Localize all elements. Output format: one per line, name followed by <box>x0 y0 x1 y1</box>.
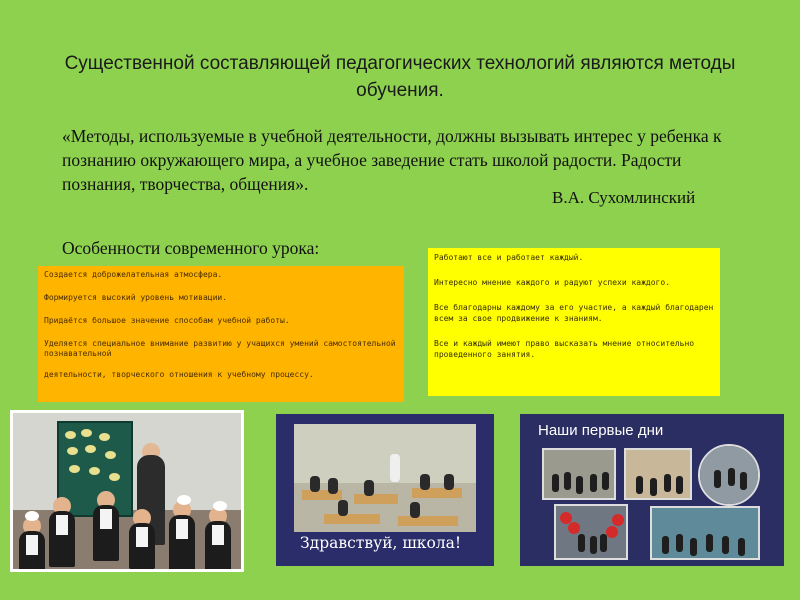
yellow-box-line: Работают все и работает каждый. <box>434 253 584 262</box>
greeting-school-photo <box>276 414 494 566</box>
orange-box-line: деятельности, творческого отношения к учебному процессу. <box>44 370 314 379</box>
pupil-figure <box>310 476 320 492</box>
teacher-figure <box>390 454 400 482</box>
classroom-photo <box>10 410 244 572</box>
orange-box-line: Создается доброжелательная атмосфера. <box>44 270 223 279</box>
pupil-figure <box>410 502 420 518</box>
quote-text: «Методы, используемые в учебной деятельности, должны вызывать интерес у ребенка к познанию окружающего мира, а учебное заведение стать школой радости. Радости познания, творчества, общения». <box>62 126 722 194</box>
board-card <box>105 451 116 459</box>
photo-caption: Здравствуй, школа! <box>300 534 462 552</box>
orange-box-line: Придаётся большое значение способам учебной работы. <box>44 316 290 325</box>
yellow-box-line: Все и каждый имеют право высказать мнение относительно проведенного занятия. <box>434 339 695 359</box>
hair-bow <box>213 501 227 511</box>
school-desk <box>324 514 380 524</box>
classroom-scene <box>294 424 476 532</box>
pupil-figure <box>364 480 374 496</box>
collage-caption: Наши первые дни <box>538 422 664 439</box>
board-card <box>81 429 92 437</box>
slide-title: Существенной составляющей педагогических технологий являются методы обучения. <box>64 53 736 101</box>
pupil-figure <box>205 521 231 572</box>
school-desk <box>412 488 462 498</box>
pupil-figure <box>444 474 454 490</box>
collage-photo-round <box>698 444 760 506</box>
pupil-figure <box>49 511 75 567</box>
board-card <box>67 447 78 455</box>
pupil-figure <box>420 474 430 490</box>
orange-box-line: Уделяется специальное внимание развитию у учащихся умений самостоятельной познавательной <box>44 339 396 358</box>
school-desk <box>354 494 398 504</box>
pupil-figure <box>338 500 348 516</box>
school-desk <box>398 516 458 526</box>
board-card <box>69 465 80 473</box>
orange-features-box <box>38 266 404 402</box>
board-card <box>109 473 120 481</box>
collage-photo <box>624 448 692 500</box>
pupil-figure <box>19 531 45 572</box>
pupil-figure <box>169 515 195 571</box>
collage-photo <box>650 506 760 560</box>
hair-bow <box>25 511 39 521</box>
pupil-figure <box>328 478 338 494</box>
hair-bow <box>177 495 191 505</box>
first-days-collage <box>520 414 784 566</box>
orange-box-line: Формируется высокий уровень мотивации. <box>44 293 228 302</box>
board-card <box>85 445 96 453</box>
quote-author: В.А. Сухомлинский <box>552 188 696 207</box>
board-card <box>99 433 110 441</box>
pupil-figure <box>93 505 119 561</box>
collage-photo <box>542 448 616 500</box>
features-heading: Особенности современного урока: <box>62 238 320 258</box>
yellow-box-line: Все благодарны каждому за его участие, а каждый благодарен всем за свое продвижение к знаниям. <box>434 303 714 323</box>
yellow-box-line: Интересно мнение каждого и радуют успехи каждого. <box>434 278 671 287</box>
board-card <box>89 467 100 475</box>
collage-photo <box>554 504 628 560</box>
board-card <box>65 431 76 439</box>
yellow-features-box <box>428 248 720 396</box>
pupil-figure <box>129 523 155 569</box>
